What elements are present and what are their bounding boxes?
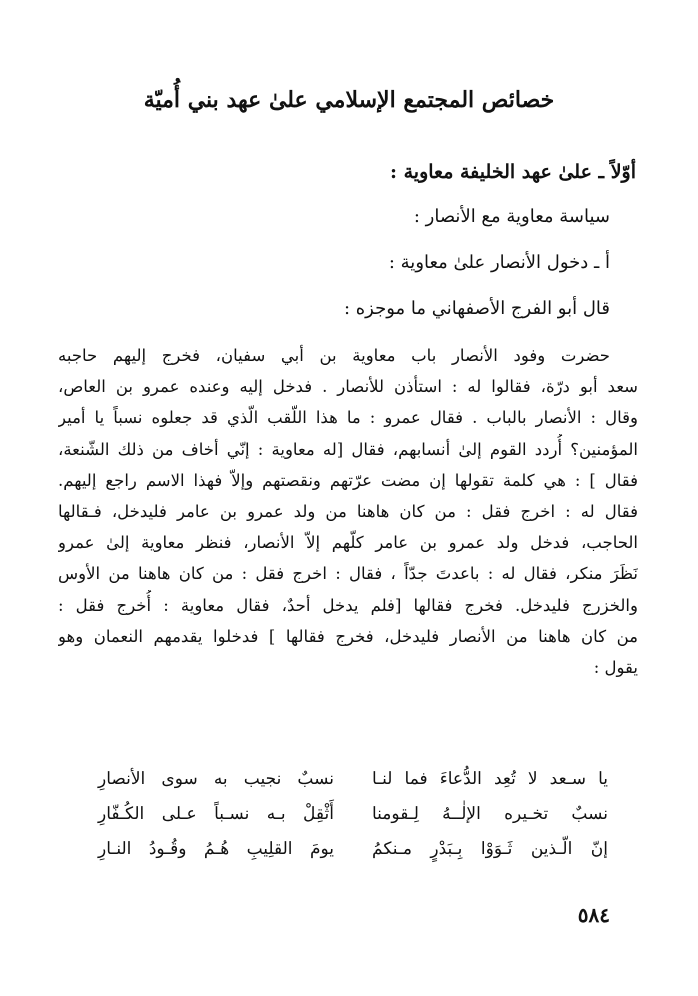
paragraph-line: المؤمنين؟ أُردد القوم إلىٰ أنسابهم، فقال [له معاوية : إنّي أخاف من ذلك الشّنعة، (58, 439, 638, 459)
verse-first-hemistich: نسبٌ تخـيره الإلٰــهُ لِـقومنا (372, 804, 608, 824)
paragraph-line: وقال : الأنصار بالباب . فقال عمرو : ما هذا اللّقب الّذي قد جعلوه نسباً يا أمير (58, 408, 638, 428)
paragraph-line: الحاجب، فدخل ولد عمرو بن عامر كلّهم إلاّ الأنصار، فنظر معاوية إلىٰ عمرو (58, 533, 638, 553)
paragraph-line: سعد أبو درّة، فقالوا له : استأذن للأنصار . فدخل إليه وعنده عمرو بن العاص، (58, 377, 638, 397)
poem-verse (98, 797, 608, 832)
verse-second-hemistich: يومَ القلِيبِ هُـمُ وقُـودُ النـارِ (98, 839, 334, 859)
paragraph-line: نَظَرَ منكر، فقال له : باعدتَ جدّاً ، فقال : اخرج فقل : من كان هاهنا من الأوس (58, 564, 638, 584)
verse-second-hemistich: أَثْقِلْ بـه نسـباً عـلى الكُـفّارِ (98, 804, 334, 824)
body-paragraph (58, 340, 638, 683)
page-number: ٥٨٤ (577, 903, 610, 927)
paragraph-line: فقال ] : هي كلمة تقولها إن مضت عرّتهم ونقصتهم وإلاّ فهذا الاسم راجع إليهم. (58, 470, 638, 490)
poem (98, 762, 608, 867)
paragraph-line: يقول : (593, 657, 638, 677)
verse-second-hemistich: نسبٌ نجيب به سوى الأنصارِ (98, 769, 334, 789)
intro-line: قال أبو الفرج الأصفهاني ما موجزه : (343, 298, 610, 319)
section-heading: أوّلاً ـ علىٰ عهد الخليفة معاوية : (389, 161, 636, 183)
verse-first-hemistich: يا سـعد لا تُعِد الدُّعاءَ فما لنـا (372, 769, 608, 789)
verse-first-hemistich: إنّ الّـذين ثَـوَوْا بِـبَدْرٍ مـنكمُ (372, 839, 608, 859)
poem-verse (98, 832, 608, 867)
poem-verse (98, 762, 608, 797)
paragraph-line: فقال له : اخرج فقل : من كان هاهنا من ولد عمرو بن عامر فليدخل، فـقالها (58, 501, 638, 521)
paragraph-line: من كان هاهنا من الأنصار فليدخل، فخرج فقالها ] فدخلوا يقدمهم النعمان وهو (58, 626, 638, 646)
subheading: سياسة معاوية مع الأنصار : (413, 206, 610, 227)
page-title: خصائص المجتمع الإسلامي علىٰ عهد بني أُميّة (143, 87, 555, 113)
paragraph-line: حضرت وفود الأنصار باب معاوية بن أبي سفيان، فخرج إليهم حاجبه (58, 346, 610, 365)
paragraph-line: والخزرج فليدخل. فخرج فقالها [فلم يدخل أحدٌ، فقال معاوية : أُخرج فقل : (58, 595, 638, 615)
item-heading: أ ـ دخول الأنصار علىٰ معاوية : (388, 252, 610, 273)
